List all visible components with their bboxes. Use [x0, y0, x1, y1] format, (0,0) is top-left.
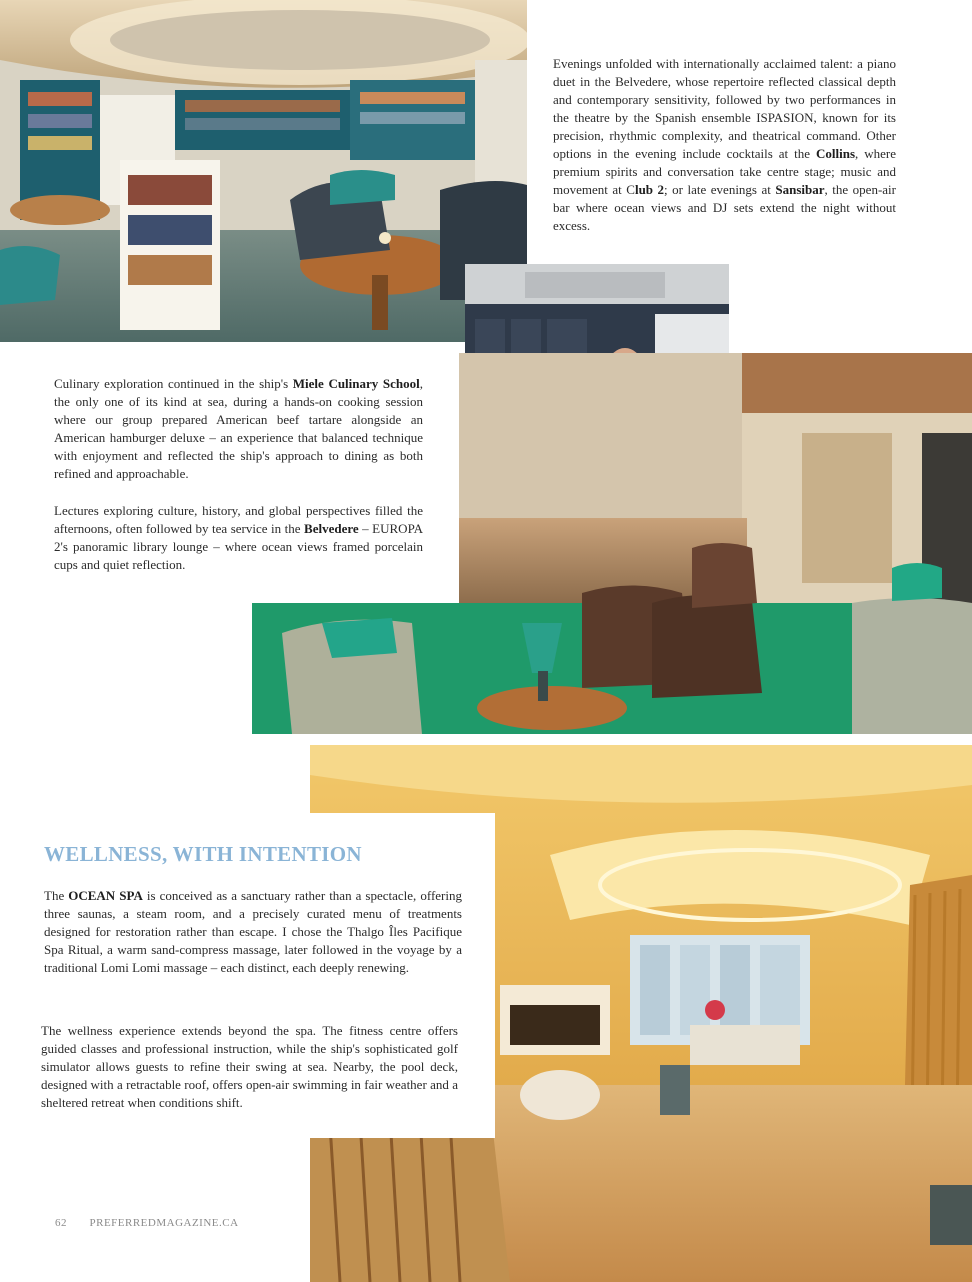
evenings-paragraph: Evenings unfolded with internationally acclaimed talent: a piano duet in the Belvedere, whose repertoire reflected classical depth and contemporary sensitivity, followed by two performances in the theatre by the Spanish ensemble ISPASION, known for its precision, rhythmic complexity, and theatrical command. Other options in the evening include cocktails at the Collins, where premium spirits and conversation take centre stage; music and movement at Club 2; or late evenings at Sansibar, the open-air bar where ocean views and DJ sets extend the night without excess. — [553, 56, 896, 233]
footer — [55, 1217, 239, 1229]
wellness-extended-paragraph: The wellness experience extends beyond the spa. The fitness centre offers guided classes and professional instruction, while the ship's sophisticated golf simulator allows guests to refine their swing at sea. Nearby, the pool deck, designed with a retractable roof, offers open-air swimming in fair weather and a sheltered retreat when conditions shift. — [41, 1023, 458, 1110]
miele-culinary-school-name: Miele Culinary School — [292, 376, 420, 391]
sansibar-name: Sansibar — [775, 182, 825, 197]
wellness-heading: WELLNESS, WITH INTENTION — [44, 842, 362, 866]
culinary-paragraph: Culinary exploration continued in the ship's Miele Culinary School, the only one of its kind at sea, during a hands-on cooking session where our group prepared American beef tartare alongside an American hamburger deluxe – an experience that balanced technique with enjoyment and reflected the ship's approach to dining as both refined and approachable. — [54, 376, 423, 481]
ocean-spa-paragraph: The OCEAN SPA is conceived as a sanctuary rather than a spectacle, offering three saunas, a steam room, and a precisely curated menu of treatments designed for restoration rather than escape. I chose the Thalgo Îles Pacifique Spa Ritual, a warm sand-compress massage, later followed in the voyage by a traditional Lomi Lomi massage – each distinct, each deeply renewing. — [44, 888, 462, 975]
collins-bar-name: Collins — [815, 146, 855, 161]
lectures-paragraph: Lectures exploring culture, history, and global perspectives filled the afternoons, often followed by tea service in the Belvedere – EUROPA 2's panoramic library lounge – where ocean views framed porcelain cups and quiet reflection. — [54, 503, 423, 572]
page-number: 62 — [55, 1217, 67, 1229]
footer-panel — [0, 1138, 310, 1282]
library-lounge-photo — [0, 0, 527, 342]
club-2-name: lub 2 — [634, 182, 665, 197]
ocean-spa-name: OCEAN SPA — [68, 888, 143, 903]
magazine-site: PREFERREDMAGAZINE.CA — [89, 1217, 239, 1229]
belvedere-name: Belvedere — [304, 521, 359, 536]
